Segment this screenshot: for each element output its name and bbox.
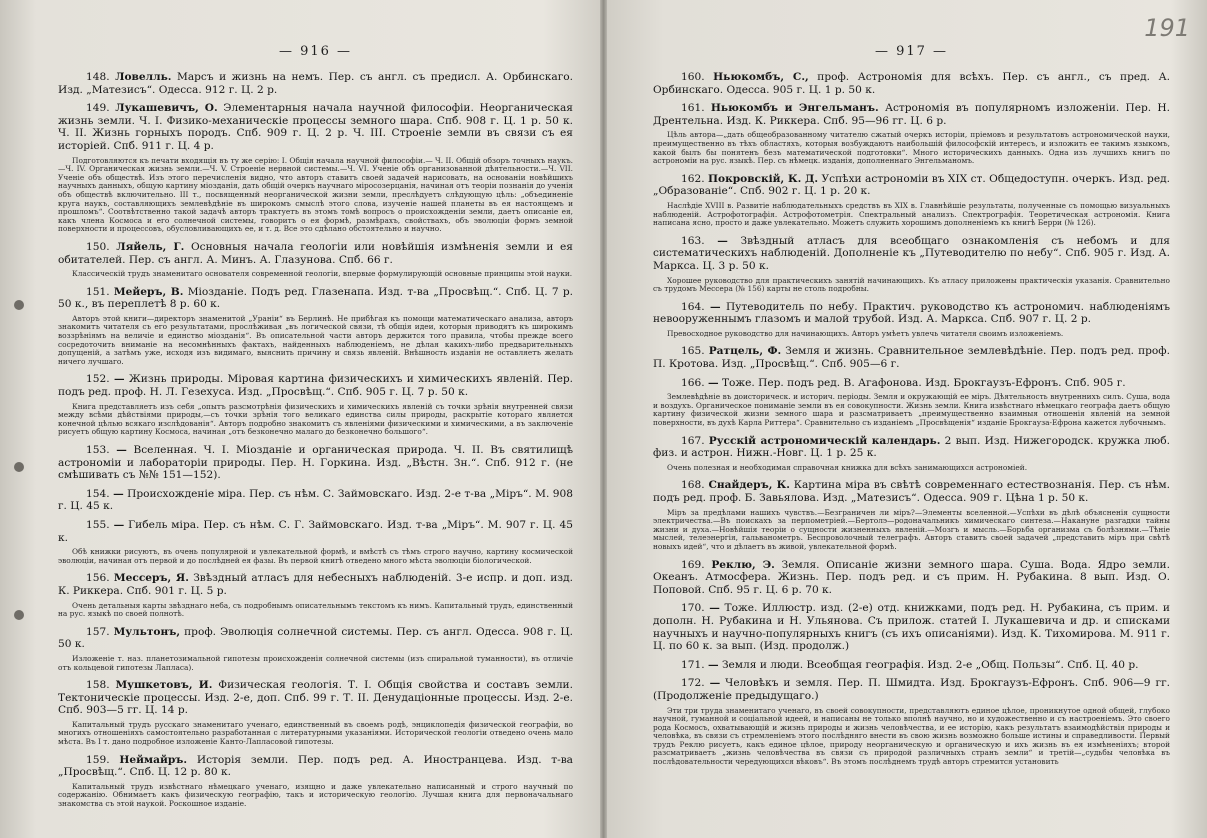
entry-number: 164. xyxy=(681,300,705,313)
bibliography-entry xyxy=(58,102,573,152)
bibliography-entry xyxy=(653,677,1170,702)
page-right xyxy=(603,0,1206,838)
bibliography-entry xyxy=(653,435,1170,460)
entry-author: Ньюкомбъ и Энгельманъ. xyxy=(710,102,879,115)
entry-number: 172. xyxy=(681,677,705,690)
bibliography-entry xyxy=(58,373,573,398)
entry-annotation: Классическій трудъ знаменитаго основателя современной геологіи, впервые формулирующій основные принципы этой науки. xyxy=(72,269,573,279)
bibliography-entry xyxy=(653,102,1170,127)
bibliography-entry xyxy=(653,602,1170,652)
entry-author: Снайдеръ, К. xyxy=(708,479,790,492)
entry-author: Ляйель, Г. xyxy=(116,240,185,253)
entry-annotation: Подготовляются къ печати входящія въ ту же серію: I. Общія начала научной философіи.— Ч. II. Общій обзоръ точныхъ наукъ.—Ч. IV. Органическая жизнь земли.—Ч. V. Строеніе нервной системы.—Ч. VI. Ученіе объ организованной дѣятельности.—Ч. VII. Ученіе объ обществѣ. Изъ этого перечисленія видно, что авторъ ставитъ своей задачей нарисовать, на основаніи новѣйшихъ научныхъ данныхъ, общую картину міозданія, дать общій очеркъ научнаго міросозерцанія, начиная отъ теоріи познанія до ученія объ обществѣ включительно. III т., посвященный неорганической жизни земли, преслѣдуетъ слѣдующую цѣль: „объединеніе круга наукъ, составляющихъ землевѣдѣніе въ широкомъ смыслѣ этого слова, изученіе нашей планеты въ ея настоящемъ и прошломъ“. Соотвѣтственно такой задачѣ авторъ трактуетъ въ этомъ томѣ вопросъ о происхожденіи земли, даетъ описаніе ея, какъ члена Космоса и его солнечной системы, говоритъ о ея формѣ, размѣрахъ, свойствахъ, объ эволюціи формъ земной поверхности и процессовъ, обусловливающихъ ее, и т. д. Все это сдѣлано обстоятельно и научно. xyxy=(58,155,573,234)
page-number: — 916 — xyxy=(278,44,353,59)
entry-text: проф. Астрономія для всѣхъ. Пер. съ англ., съ пред. А. Орбинскаго. Одесса. 905 г. Ц. 1 р. 50 к. xyxy=(653,71,1170,96)
entry-author: Русскій астрономическій календарь. xyxy=(708,434,941,447)
entry-author: — xyxy=(116,444,127,456)
bibliography-entry xyxy=(653,173,1170,198)
entry-number: 159. xyxy=(86,753,110,766)
entry-number: 170. xyxy=(681,602,705,615)
entry-text: Путеводитель по небу. Практич. руководство къ астрономич. наблюденіямъ невооруженнымъ глазомъ и малой трубой. Изд. А. Маркса. Спб. 907 г. Ц. 2 р. xyxy=(653,300,1171,326)
entry-number: 154. xyxy=(86,487,110,500)
entry-number: 168. xyxy=(681,479,705,492)
entry-number: 148. xyxy=(86,71,110,83)
entry-author: Мультонъ, xyxy=(113,625,181,638)
entry-annotation: Превосходное руководство для начинающихъ. Авторъ умѣетъ увлечь читателя своимъ изложеніемъ. xyxy=(667,328,1064,338)
entry-text: Человѣкъ и земля. Пер. П. Шмидта. Изд. Брокгаузъ-Ефронъ. Спб. 906—9 гг. (Продолженіе предыдущаго.) xyxy=(653,677,1170,702)
entry-annotation: Книга представляетъ изъ себя „опытъ разсмотрѣнія физическихъ и химическихъ явленій съ точки зрѣнія внутренней связи между всѣми дѣйствіями природы,—съ точки зрѣнія того великаго единства силы природы, раскрытіе котораго является конечной цѣлью всякаго изслѣдованія“. Авторъ подробно знакомитъ съ явленіями физическими и химическими, а въ заключеніе рисуетъ общую картину Космоса, начиная „отъ безконечно малаго до безконечно большого“. xyxy=(58,401,573,437)
page-left xyxy=(0,0,603,838)
entry-author: Ньюкомбъ, С., xyxy=(713,71,809,83)
entry-text: Успѣхи астрономіи въ XIX ст. Общедоступн. очеркъ. Изд. ред. „Образованіе“. Спб. 902 г. Ц. 1 р. 20 к. xyxy=(653,172,1170,198)
entry-number: 171. xyxy=(681,658,705,671)
entry-text: Происхожденіе міра. Пер. съ нѣм. С. Займовскаго. Изд. 2-е т-ва „Міръ“. М. 908 г. Ц. 45 к. xyxy=(58,487,573,513)
bibliography-entry xyxy=(653,559,1170,597)
entry-text: Міозданіе. Подъ ред. Глазенапа. Изд. т-ва „Просвѣщ.“. Спб. Ц. 7 р. 50 к., въ переплетѣ 8 р. 60 к. xyxy=(58,285,573,311)
entry-annotation: Авторъ этой книги—директоръ знаменитой „Ураніи“ въ Берлинѣ. Не прибѣгая къ помощи математическаго анализа, авторъ знакомитъ читателя съ его результатами, прослѣживая „въ логической связи, тѣ общія идеи, которыя приводятъ къ широкимъ воззрѣніямъ на величіе и единство міозданія“. Въ описательной части авторъ держится того правила, чтобы прежде всего сосредоточить вниманіе на несомнѣнныхъ фактахъ, найденныхъ наблюденіемъ, не дѣлая какихъ-либо предварительныхъ допущеній, а затѣмъ уже, исходя изъ видимаго, выяснить причину и связь явленій. Внѣшность изданія не оставляетъ желать ничего лучшаго. xyxy=(58,313,573,366)
bibliography-entry xyxy=(58,519,573,544)
entry-number: 166. xyxy=(681,376,705,389)
bibliography-entry xyxy=(653,345,1170,370)
bibliography-entry xyxy=(58,679,573,717)
entry-author: Мессеръ, Я. xyxy=(113,572,189,585)
entry-number: 165. xyxy=(681,345,705,358)
entry-text: Исторія земли. Пер. подъ ред. А. Иностранцева. Изд. т-ва „Просвѣщ.“. Спб. Ц. 12 р. 80 к. xyxy=(58,753,574,779)
entry-annotation: Хорошее руководство для практическихъ занятій начинающихъ. Къ атласу приложены практическія указанія. Сравнительно съ трудомъ Мессера (№ 156) карты не столь подробны. xyxy=(653,275,1170,294)
entry-annotation: Капитальный трудъ русскаго знаменитаго ученаго, единственный въ своемъ родѣ, энциклопедія физической географіи, во многихъ отношеніяхъ самостоятельно разработанная с литературными указаніями. Исторической геологіи отведено очень мало мѣста. Въ I т. дано подробное изложеніе Канто-Лапласовой гипотезы. xyxy=(58,719,573,747)
entry-annotation: Наслѣдіе XVIII в. Развитіе наблюдательныхъ средствъ въ XIX в. Главнѣйшіе результаты, полученные съ помощью визуальныхъ наблюденій. Астрофотографія. Астрофотометрія. Спектральный анализъ. Спектрографія. Теоретическая астрономія. Книга написана ясно, просто и даже увлекательно. Можетъ служить хорошимъ дополненіемъ къ книгѣ Берри (№ 126). xyxy=(653,200,1170,228)
entry-text: Гибель міра. Пер. съ нѣм. С. Г. Займовскаго. Изд. т-ва „Міръ“. М. 907 г. Ц. 45 к. xyxy=(58,518,573,544)
entry-text: Жизнь природы. Міровая картина физическихъ и химическихъ явленій. Пер. подъ ред. проф. Н. Л. Гезехуса. Изд. „Просвѣщ.“. Спб. 905 г. Ц. 7 р. 50 к. xyxy=(58,373,573,399)
entry-annotation: Изложеніе т. наз. планетозимальной гипотезы происхожденія солнечной системы (изъ спиральной туманности), въ отличіе отъ кольцевой гипотезы Лапласа). xyxy=(58,653,573,672)
entry-annotation: Землевѣдѣніе въ доисторическ. и историч. періоды. Земля и окружающій ее міръ. Дѣятельность внутреннихъ силъ. Суша, вода и воздухъ. Органическое пониманіе земли въ ея совокупности. Жизнь земли. Книга извѣстнаго нѣмецкаго географа даетъ общую картину физической жизни земного шара и разсматриваетъ „преимущественно взаимныя отношенія явленій на земной поверхности, въ духѣ Карла Риттера“. Сравнительно съ изданіемъ „Просвѣщенія“ изданіе Брокгауза-Ефрона кажется лубочнымъ. xyxy=(653,392,1170,428)
entry-author: Ловелль. xyxy=(115,71,172,83)
entry-annotation: Міръ за предѣлами нашихъ чувствъ.—Безграничен ли міръ?—Элементы вселенной.—Успѣхи въ дѣлѣ объясненія сущности электричества.—Въ поискахъ за перпометріей.—Бертолэ—родоначальникъ химическаго синтеза.—Накануне разгадки тайны жизни и духа.—Новѣйшія теоріи о сущности жизненныхъ явленій.—Мозгъ и мысль.—Борьба организма съ болѣзнями.—Тѣніе мыслей, телеэнергія, гальванометръ. Беспроволочный телеграфъ. Авторъ ставитъ своей задачей „представить міръ при свѣтѣ новыхъ идей“, что и дѣлаетъ въ живой, увлекательной формѣ. xyxy=(653,507,1170,551)
entry-number: 169. xyxy=(681,558,705,571)
entry-number: 167. xyxy=(681,434,705,447)
pencil-mark: 191 xyxy=(1144,14,1190,42)
bibliography-entry xyxy=(58,241,573,266)
entry-author: — xyxy=(707,376,719,389)
entry-text: проф. Эволюція солнечной системы. Пер. съ англ. Одесса. 908 г. Ц. 50 к. xyxy=(58,625,574,651)
entry-annotation: Цѣль автора—„дать общеобразованному читателю сжатый очеркъ исторіи, пріемовъ и результатовъ астрономической науки, преимущественно въ тѣхъ областяхъ, которыя возбуждаютъ наибольшій философскій интересъ, и изложить ее такимъ языкомъ, какой былъ бы понятенъ безъ математической подготовки“. Много историческихъ данныхъ. Одна изъ лучшихъ книгъ по астрономіи на рус. языкѣ. Пер. съ нѣмецк. изданія, дополненнаго Энгельманомъ. xyxy=(653,130,1170,166)
entry-author: — xyxy=(113,518,125,531)
entry-text: Марсъ и жизнь на немъ. Пер. съ англ. съ предисл. А. Орбинскаго. Изд. „Матезисъ“. Одесса. 912 г. Ц. 2 р. xyxy=(58,71,573,96)
entry-annotation: Эти три труда знаменитаго ученаго, въ своей совокупности, представляютъ единое цѣлое, проникнутое одной общей, глубоко научной, гуманной и соціальной идеей, и написаны не только вполнѣ научно, но и художественно и съ настроеніемъ. Это своего рода Космосъ, охватывающій и жизнь природы и жизнь человѣчества, и ее исторію, какъ результатъ взаимодѣйствія природы и человѣка, въ связи съ стремленіемъ этого послѣдняго внести въ свою жизнь возможно больше истины и справедливости. Первый трудъ Реклю рисуетъ, какъ единое цѣлое, природу неорганическую и органическую и ихъ жизнь въ ея измѣненіяхъ; второй разсматриваетъ „жизнь человѣчества въ связи съ природой различныхъ странъ земли“ и третій—„судьбы человѣка въ послѣдовательности чередующихся вѣковъ“. Въ этомъ послѣднемъ трудѣ авторъ стремится установить xyxy=(653,705,1170,767)
entry-author: — xyxy=(113,373,125,386)
entry-author: Реклю, Э. xyxy=(711,558,775,571)
bibliography-entry xyxy=(653,479,1170,504)
entry-text: Тоже. Пер. подъ ред. В. Агафонова. Изд. Брокгаузъ-Ефронъ. Спб. 905 г. xyxy=(721,376,1126,389)
entry-author: Неймайръ. xyxy=(119,753,188,766)
entry-annotation: Капитальный трудъ извѣстнаго нѣмецкаго ученаго, изящно и даже увлекательно написанный и строго научный по содержанію. Обнимаетъ какъ физическую географію, такъ и историческую геологію. Лучшая книга для первоначальнаго знакомства съ этой наукой. Роскошное изданіе. xyxy=(58,781,573,809)
entry-text: Земля и люди. Всеобщая географія. Изд. 2-е „Общ. Пользы“. Спб. Ц. 40 р. xyxy=(721,658,1139,671)
entry-text: Элементарныя начала научной философіи. Неорганическая жизнь земли. Ч. I. Физико-механическіе процессы земного шара. Спб. 908 г. Ц. 1 р. 50 к. Ч. II. Жизнь горныхъ породъ. Спб. 909 г. Ц. 2 р. Ч. III. Строеніе земли въ связи съ ея исторіей. Спб. 911 г. Ц. 4 р. xyxy=(58,102,573,152)
entry-number: 149. xyxy=(86,102,110,115)
bibliography-entry xyxy=(58,444,573,482)
entry-author: — xyxy=(717,234,728,247)
bibliography-entry xyxy=(58,71,573,96)
entry-author: — xyxy=(709,677,721,690)
entry-author: — xyxy=(709,300,721,313)
entry-number: 163. xyxy=(681,234,705,247)
entry-number: 151. xyxy=(86,285,110,298)
entry-number: 157. xyxy=(86,625,110,638)
bibliography-entry xyxy=(58,286,573,311)
bibliography-entry xyxy=(653,377,1170,390)
entry-text: Земля. Описаніе жизни земного шара. Суша. Вода. Ядро земли. Океанъ. Атмосфера. Жизнь. Пер. подъ ред. и съ прим. Н. Рубакина. 8 вып. Изд. О. Поповой. Спб. 95 г. Ц. 6 р. 70 к. xyxy=(653,558,1170,596)
bibliography-entry xyxy=(58,488,573,513)
bibliography-entry xyxy=(58,754,573,779)
entry-author: Мейеръ, В. xyxy=(113,285,184,298)
bibliography-entry xyxy=(653,301,1170,326)
entry-number: 153. xyxy=(86,444,110,456)
entry-text: Звѣздный атласъ для небесныхъ наблюденій. 3-е испр. и доп. изд. К. Риккера. Спб. 901 г. Ц. 5 р. xyxy=(58,572,573,597)
entry-annotation: Очень детальныя карты звѣзднаго неба, съ подробнымъ описательнымъ текстомъ къ нимъ. Капитальный трудъ, единственный на рус. языкѣ по своей полнотѣ. xyxy=(58,600,573,619)
bibliography-entry xyxy=(653,659,1170,672)
entry-number: 152. xyxy=(86,373,110,386)
entry-number: 162. xyxy=(681,172,705,185)
entry-author: Ратцель, Ф. xyxy=(708,345,782,358)
entry-author: Мушкетовъ, И. xyxy=(115,679,213,692)
entry-annotation: Обѣ книжки рисуютъ, въ очень популярной и увлекательной формѣ, и вмѣстѣ съ тѣмъ строго научно, картину космической эволюціи, начиная отъ первой и до послѣдней ея фазы. Въ первой книгѣ отведено много мѣста эволюціи біологической. xyxy=(58,547,573,565)
bibliography-entry xyxy=(653,71,1170,96)
entry-number: 160. xyxy=(681,71,705,83)
entry-number: 155. xyxy=(86,518,110,531)
entry-author: — xyxy=(707,658,719,671)
bibliography-entry xyxy=(58,626,573,651)
punch-hole xyxy=(14,462,24,472)
entry-author: — xyxy=(709,602,720,615)
entry-author: — xyxy=(113,487,124,500)
entry-text: Основныя начала геологіи или новѣйшія измѣненія земли и ея обитателей. Пер. съ англ. А. Минъ. А. Глазунова. Спб. 66 г. xyxy=(58,240,573,266)
page-number: — 917 — xyxy=(874,44,949,59)
entry-annotation: Очень полезная и необходимая справочная книжка для всѣхъ занимающихся астрономіей. xyxy=(667,462,1028,472)
entry-text: Картина міра въ свѣтѣ современнаго естествознанія. Пер. съ нѣм. подъ ред. проф. Б. Завьялова. Изд. „Матезисъ“. Одесса. 909 г. Цѣна 1 р. 50 к. xyxy=(653,479,1170,504)
punch-hole xyxy=(14,300,24,310)
entry-text: 2 вып. Изд. Нижегородск. кружка люб. физ. и астрон. Нижн.-Новг. Ц. 1 р. 25 к. xyxy=(653,434,1170,460)
entry-number: 150. xyxy=(86,240,110,253)
entry-list xyxy=(653,71,1170,767)
entry-text: Земля и жизнь. Сравнительное землевѣдѣніе. Пер. подъ ред. проф. П. Кротова. Изд. „Просвѣщ.“. Спб. 905—6 г. xyxy=(653,345,1170,371)
entry-text: Тоже. Иллюстр. изд. (2-е) отд. книжками, подъ ред. Н. Рубакина, съ прим. и дополн. Н. Рубакина и Н. Ульянова. Съ прилож. статей I. Лукашевича и др. и списками научныхъ и научно-популярныхъ книгъ (съ ихъ описаніями). Изд. К. Тихомирова. М. 911 г. Ц. по 60 к. за вып. (Изд. продолж.) xyxy=(653,602,1170,653)
entry-author: Покровскій, К. Д. xyxy=(708,172,819,185)
entry-author: Лукашевичъ, О. xyxy=(115,102,218,115)
entry-text: Вселенная. Ч. I. Міозданіе и органическая природа. Ч. II. Въ святилищѣ астрономіи и лабораторіи природы. Пер. Н. Горкина. Изд. „Вѣстн. Зн.“. Спб. 912 г. (не смѣшивать съ №№ 151—152). xyxy=(58,444,573,482)
entry-number: 158. xyxy=(86,679,110,692)
punch-hole xyxy=(14,610,24,620)
entry-text: Звѣздный атласъ для всеобщаго ознакомленія съ небомъ и для систематическихъ наблюденій. Дополненіе къ „Путеводителю по небу“. Спб. 905 г. Изд. А. Маркса. Ц. 3 р. 50 к. xyxy=(653,234,1170,272)
entry-text: Физическая геологія. Т. I. Общія свойства и составъ земли. Тектоническіе процессы. Изд. 2-е, доп. Спб. 99 г. Т. II. Денудаціонные процессы. Изд. 2-е. Спб. 903—5 гг. Ц. 14 р. xyxy=(58,679,573,717)
bibliography-entry xyxy=(58,572,573,597)
entry-number: 161. xyxy=(681,102,705,115)
entry-number: 156. xyxy=(86,572,110,585)
entry-text: Астрономія въ популярномъ изложеніи. Пер. Н. Дрентельна. Изд. К. Риккера. Спб. 95—96 гг. Ц. 6 р. xyxy=(653,102,1171,127)
entry-list xyxy=(58,71,573,809)
bibliography-entry xyxy=(653,235,1170,273)
